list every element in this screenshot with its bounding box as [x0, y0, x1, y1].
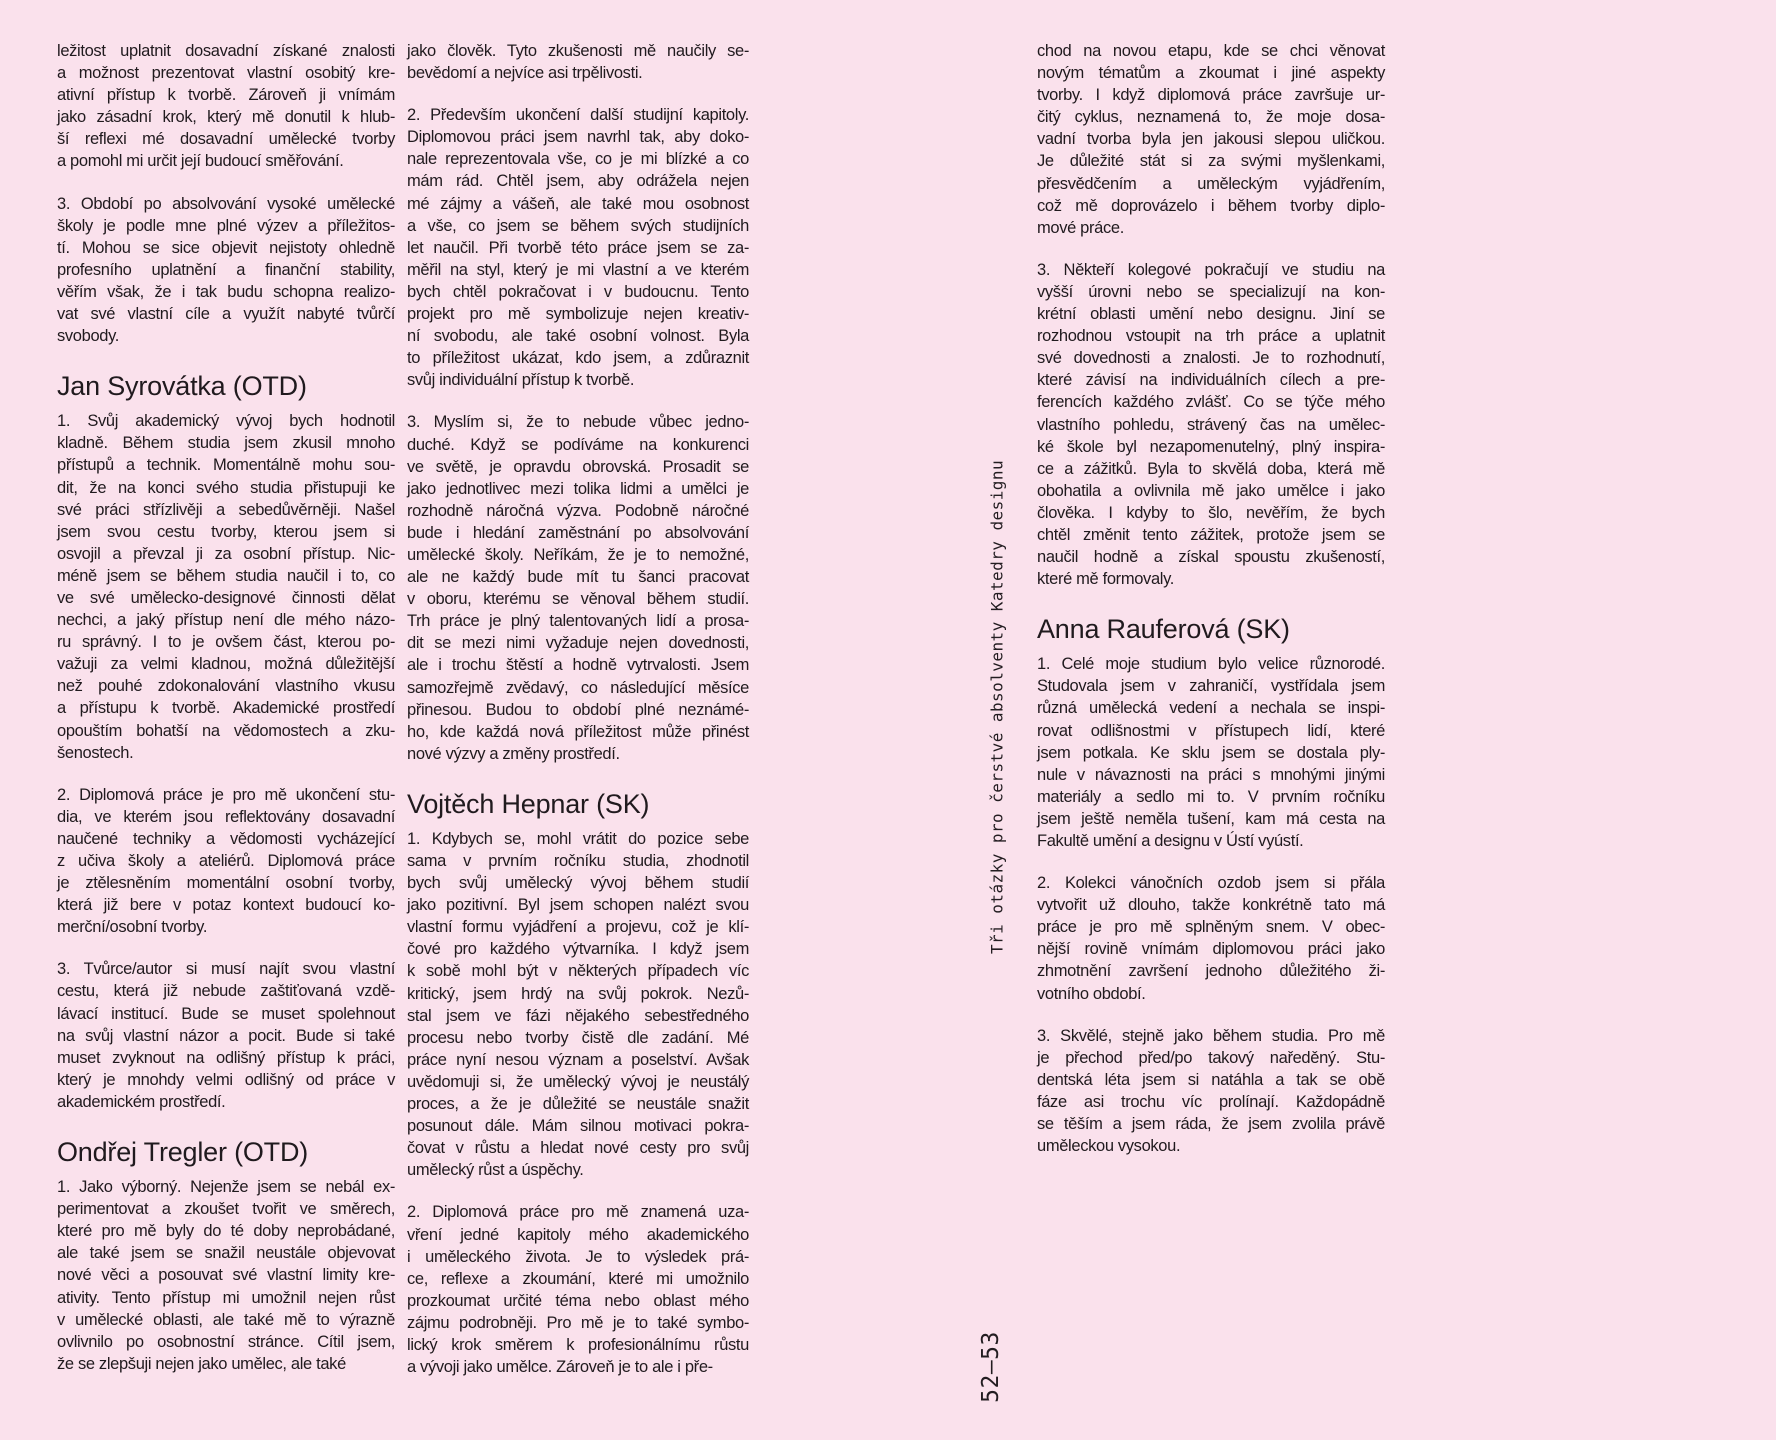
text-line: Trh práce je plný talentovaných lidí a prosa- [407, 612, 749, 631]
text-line: zájmu podrobněji. Pro mě je to také symbo- [407, 1313, 749, 1332]
text-line: ní svobodu, ale také osobní volnost. Byla [407, 327, 749, 346]
text-line: jako zásadní krok, který mě donutil k hlub- [57, 108, 395, 127]
text-line: uvědomuji si, že umělecký vývoj je neustálý [407, 1072, 749, 1091]
text-line: samozřejmě zvědavý, co následující měsíce [407, 678, 749, 697]
text-line: ativní přístup k tvorbě. Zároveň ji vnímám [57, 86, 395, 105]
paragraph [57, 958, 395, 1113]
text-line: než pouhé zdokonalování vlastního vkusu [57, 677, 395, 696]
text-line: vlastní formu vyjádření a projevu, což je klí- [407, 918, 749, 937]
text-line: 1. Kdybych se, mohl vrátit do pozice sebe [407, 829, 749, 848]
text-line: umělecké školy. Neříkám, že je to nemožné, [407, 545, 749, 564]
text-line: 2. Především ukončení další studijní kapitoly. [407, 106, 749, 125]
text-line: Jan Syrovátka (OTD) [57, 371, 307, 402]
text-line: osvojil a převzal ji za osobní přístup. Nic- [57, 544, 395, 563]
text-line: lávací institucí. Bude se muset spolehnout [57, 1004, 395, 1023]
text-line: ce, reflexe a zkoumání, které mi umožnilo [407, 1269, 749, 1288]
text-line: bych svůj umělecký vývoj během studií [407, 874, 749, 893]
text-line: 1. Jako výborný. Nejenže jsem se nebál ex- [57, 1178, 395, 1197]
text-line: věřím však, že i tak budu schopna realizo- [57, 282, 395, 301]
text-line: 3. Skvělé, stejně jako během studia. Pro mě [1037, 1026, 1385, 1045]
text-line: je ztělesněním momentální osobní tvorby, [57, 874, 395, 893]
text-line: v oboru, kterému se věnoval během studií. [407, 590, 749, 609]
text-line: je přechod před/po takový naředěný. Stu- [1037, 1048, 1385, 1067]
text-line: 3. Myslím si, že to nebude vůbec jedno- [407, 413, 749, 432]
paragraph [57, 193, 395, 348]
text-line: z učiva školy a ateliérů. Diplomová práce [57, 852, 395, 870]
text-line: v umělecké oblasti, ale také mě to výrazně [57, 1310, 395, 1329]
text-line: a vše, co jsem se během svých studijních [407, 216, 749, 235]
paragraph [407, 411, 749, 765]
text-line: čitý cyklus, neznamená to, že moje dosa- [1037, 108, 1385, 127]
text-line: se těším a jsem ráda, že jsem zvolila právě [1037, 1115, 1385, 1134]
text-line: posunout dále. Mám silnou motivaci pokra- [407, 1117, 749, 1136]
text-line: vyšší úrovni nebo se specializují na kon- [1037, 282, 1385, 301]
text-line: tí. Mohou se sice objevit nejistoty ohledně [57, 238, 395, 257]
text-line: Diplomovou práci jsem navrhl tak, aby doko- [407, 128, 749, 147]
paragraph [407, 828, 749, 1182]
text-line: Je důležité stát si za svými myšlenkami, [1037, 152, 1385, 171]
text-line: ležitost uplatnit dosavadní získané znalosti [57, 42, 395, 60]
text-line: procesu nebo tvorby čistě dle zadání. Mé [407, 1028, 749, 1047]
text-line: Anna Rauferová (SK) [1037, 614, 1290, 645]
text-line: měřil na styl, který je mi vlastní a ve kterém [407, 260, 749, 279]
text-line: a pomohl mi určit její budoucí směřování. [57, 152, 344, 171]
text-line: sama v prvním ročníku studia, zhodnotil [407, 852, 749, 870]
text-column-middle [407, 40, 749, 1378]
text-line: lický krok směrem k profesionálnímu růstu [407, 1335, 749, 1354]
text-line: chod na novou etapu, kde se chci věnovat [1037, 42, 1385, 60]
text-line: vat své vlastní cíle a využít nabyté tvůrčí [57, 305, 395, 324]
text-line: cestu, která již nebude zaštiťovaná vzdě- [57, 982, 395, 1001]
text-line: tvorby. I když diplomová práce završuje ur- [1037, 86, 1385, 105]
text-line: jako pozitivní. Byl jsem schopen nalézt svou [407, 896, 749, 915]
text-line: a vývoji jako umělce. Zároveň je to ale i pře- [407, 1358, 713, 1377]
text-line: dit, že na konci svého studia přistupuji ke [57, 478, 395, 497]
text-line: šenostech. [57, 743, 134, 762]
text-line: různá umělecká vedení a nechala se inspi- [1037, 699, 1385, 718]
text-line: školy je podle mne plné výzev a příležitos- [57, 216, 395, 235]
text-line: nale reprezentovala vše, co je mi blízké a co [407, 150, 749, 169]
paragraph [407, 40, 749, 84]
text-line: 2. Diplomová práce je pro mě ukončení stu- [57, 785, 395, 804]
vertical-running-title: Tři otázky pro čerstvé absolventy Katedry designu [987, 459, 1007, 955]
text-line: člověka. I kdyby to šlo, nevěřím, že bych [1037, 503, 1385, 522]
text-line: 1. Celé moje studium bylo velice různorodé. [1037, 655, 1385, 674]
text-line: 2. Kolekci vánočních ozdob jsem si přála [1037, 874, 1385, 893]
text-line: k sobě mohl být v některých případech víc [407, 962, 749, 981]
text-line: rovat odlišnostmi v přístupech lidí, které [1037, 721, 1385, 740]
text-line: přinesou. Budou to období plné neznámé- [407, 700, 749, 719]
text-column-left [57, 40, 395, 1375]
text-line: které pro mě byly do té doby neprobádané, [57, 1222, 395, 1241]
text-line: ale i trochu štěstí a hodně vytrvalosti. Jsem [407, 656, 749, 675]
text-line: ale také jsem se snažil neustále objevovat [57, 1244, 395, 1263]
text-line: která již bere v potaz kontext budoucí ko- [57, 896, 395, 915]
text-line: dentská léta jsem si natáhla a tak se obě [1037, 1070, 1385, 1089]
text-line: čové pro každého výtvarníka. I když jsem [407, 940, 749, 959]
text-line: mé zájmy a vášeň, ale také mou osobnost [407, 194, 749, 213]
text-line: ale ne každý bude mít tu šanci pracovat [407, 568, 749, 587]
text-line: vření jedné kapitoly mého akademického [407, 1225, 749, 1244]
paragraph [57, 1176, 395, 1375]
paragraph [407, 104, 749, 391]
text-line: stal jsem ve fázi nějakého sebestředného [407, 1006, 749, 1025]
text-line: bych chtěl pokračovat i v budoucnu. Tento [407, 282, 749, 301]
text-line: merční/osobní tvorby. [57, 918, 208, 937]
text-line: votního období. [1037, 984, 1146, 1003]
text-line: ve své umělecko-designové činnosti dělat [57, 588, 395, 607]
text-line: prozkoumat určité téma nebo oblast mého [407, 1291, 749, 1310]
text-line: važuji za velmi kladnou, možná důležitější [57, 655, 395, 674]
text-line: ferencích každého zvlášť. Co se týče mého [1037, 393, 1385, 412]
text-line: 3. Tvůrce/autor si musí najít svou vlastní [57, 960, 395, 979]
text-line: práce nyní nesou význam a poselství. Avšak [407, 1050, 749, 1069]
text-line: 2. Diplomová práce pro mě znamená uza- [407, 1203, 749, 1222]
text-line: muset zvyknout na odlišný přístup k práci, [57, 1048, 395, 1067]
text-line: jsem potkala. Ke sklu jsem se dostala ply- [1037, 743, 1385, 762]
text-line: ší reflexi mé dosavadní umělecké tvorby [57, 130, 395, 149]
text-line: 3. Někteří kolegové pokračují ve studiu na [1037, 260, 1385, 279]
text-column-right [1037, 40, 1385, 1157]
text-line: rozhodně náročná výzva. Podobně náročné [407, 501, 749, 520]
text-line: které závisí na individuálních cílech a pre- [1037, 371, 1385, 390]
text-line: mové práce. [1037, 218, 1124, 237]
text-line: proces, a že je důležité se neustále snažit [407, 1095, 749, 1114]
paragraph [1037, 259, 1385, 590]
section-heading [57, 1137, 395, 1168]
text-line: akademickém prostředí. [57, 1092, 226, 1111]
text-line: nechci, a jaký přístup není dle mého názo- [57, 611, 395, 630]
text-line: čovat v růstu a hledat nové cesty pro svůj [407, 1139, 749, 1158]
text-line: obohatila a ovlivnila mě jako umělce i jako [1037, 481, 1385, 500]
text-line: rozhodnou vstoupit na trh práce a uplatnit [1037, 327, 1385, 346]
text-line: 3. Období po absolvování vysoké umělecké [57, 194, 395, 213]
section-heading [407, 789, 749, 820]
text-line: naučené techniky a vědomosti vycházející [57, 829, 395, 848]
text-line: materiály a sedlo mi to. V prvním ročníku [1037, 787, 1385, 806]
text-line: které mě formovaly. [1037, 570, 1175, 589]
text-line: jako člověk. Tyto zkušenosti mě naučily se- [407, 42, 749, 60]
text-line: projekt pro mě symbolizuje nejen kreativ- [407, 305, 749, 324]
paragraph [407, 1201, 749, 1378]
text-line: a možnost prezentovat vlastní osobitý kre- [57, 64, 395, 83]
text-line: méně jsem se během studia naučil i to, co [57, 566, 395, 585]
text-line: chtěl změnit tento zážitek, protože jsem se [1037, 525, 1385, 544]
section-heading [57, 371, 395, 402]
text-line: vadní tvorba byla jen jakousi slepou uličkou. [1037, 130, 1385, 149]
text-line: dit se mezi nimi vyžaduje nejen dovednosti, [407, 634, 749, 653]
text-line: dia, ve kterém jsou reflektovány dosavadní [57, 807, 395, 826]
text-line: ru správný. I to je ovšem část, kterou po- [57, 633, 395, 652]
text-line: vlastního pohledu, strávený čas na umělec- [1037, 415, 1385, 434]
text-line: svůj individuální přístup k tvorbě. [407, 371, 635, 390]
paragraph [57, 410, 395, 764]
text-line: perimentovat a zkoušet tvořit ve směrech, [57, 1200, 395, 1219]
paragraph [57, 40, 395, 173]
text-line: Ondřej Tregler (OTD) [57, 1137, 309, 1168]
text-line: novým tématům a zkoumat i jiné aspekty [1037, 64, 1385, 83]
text-line: nule v návaznosti na práci s mnohými jinými [1037, 765, 1385, 784]
text-line: jako jednotlivec mezi tolika lidmi a umělci je [407, 479, 749, 498]
text-line: Studovala jsem v zahraničí, vystřídala jsem [1037, 677, 1385, 696]
text-line: nové věci a posouvat své vlastní limity kre- [57, 1266, 395, 1285]
text-line: který je mnohdy velmi odlišný od práce v [57, 1070, 395, 1089]
text-line: jsem svou cestu tvorby, kterou jsem si [57, 522, 395, 541]
text-line: krétní oblasti umění nebo designu. Jiní se [1037, 305, 1385, 324]
text-line: Fakultě umění a designu v Ústí vyústí. [1037, 832, 1304, 850]
text-line: fáze asi trochu víc prolínají. Každopádně [1037, 1092, 1385, 1111]
text-line: opouštím bohatší na vědomostech a zku- [57, 721, 395, 740]
text-line: to příležitost ukázat, kdo jsem, a zdůraznit [407, 349, 749, 368]
text-line: profesního uplatnění a finanční stability, [57, 260, 395, 279]
text-line: nější rovině vnímám diplomovou práci jako [1037, 940, 1385, 959]
text-line: ho, kde každá nová příležitost může přinést [407, 722, 749, 741]
paragraph [1037, 40, 1385, 239]
paragraph [57, 784, 395, 939]
text-line: vytvořit už dlouho, takže konkrétně tato má [1037, 896, 1385, 915]
text-line: let naučil. Při tvorbě této práce jsem se za- [407, 238, 749, 257]
text-line: naučil hodně a získal spoustu zkušeností, [1037, 548, 1385, 567]
text-line: přesvědčením a uměleckým vyjádřením, [1037, 174, 1385, 193]
text-line: ovlivnilo po osobnostní stránce. Cítil jsem, [57, 1332, 395, 1351]
text-line: uměleckou vysokou. [1037, 1137, 1181, 1156]
text-line: své dovednosti a znalosti. Je to rozhodnutí, [1037, 349, 1385, 368]
text-line: zhmotnění završení jednoho důležitého ži- [1037, 962, 1385, 981]
text-line: jsem ještě neměla tušení, kam má cesta na [1037, 809, 1385, 828]
text-line: kritický, jsem hrdý na svůj pokrok. Nezů- [407, 984, 749, 1003]
text-line: kladně. Během studia jsem zkusil mnoho [57, 434, 395, 453]
text-line: práce je pro mě splněným snem. V obec- [1037, 918, 1385, 937]
paragraph [1037, 1025, 1385, 1158]
text-line: svobody. [57, 327, 120, 346]
text-line: že se zlepšuji nejen jako umělec, ale také [57, 1354, 346, 1373]
text-line: Vojtěch Hepnar (SK) [407, 788, 650, 819]
paragraph [1037, 653, 1385, 852]
text-line: a přístupu k tvorbě. Akademické prostředí [57, 699, 395, 718]
text-line: mám rád. Chtěl jsem, aby odrážela nejen [407, 172, 749, 191]
text-line: bevědomí a nejvíce asi trpělivosti. [407, 64, 643, 83]
text-line: ve světě, je opravdu obrovská. Prosadit se [407, 457, 749, 476]
page-number: 52—53 [978, 1331, 1004, 1403]
text-line: přístupů a technik. Momentálně mohu sou- [57, 456, 395, 475]
text-line: své práci střízlivěji a sebedůvěrněji. Našel [57, 500, 395, 519]
text-line: i uměleckého života. Je to výsledek prá- [407, 1247, 749, 1266]
text-line: 1. Svůj akademický vývoj bych hodnotil [57, 412, 395, 431]
text-line: ativity. Tento přístup mi umožnil nejen růst [57, 1288, 395, 1307]
text-line: duché. Když se podíváme na konkurenci [407, 435, 749, 454]
paragraph [1037, 872, 1385, 1005]
text-line: bude i hledání zaměstnání po absolvování [407, 523, 749, 542]
text-line: na svůj vlastní názor a pocit. Bude si také [57, 1026, 395, 1045]
text-line: nové výzvy a změny prostředí. [407, 744, 620, 763]
text-line: ce a zážitků. Byla to skvělá doba, která mě [1037, 459, 1385, 478]
text-line: ké škole byl nezapomenutelný, plný inspira- [1037, 437, 1385, 456]
section-heading [1037, 614, 1385, 645]
text-line: což mě doprovázelo i během tvorby diplo- [1037, 196, 1385, 215]
text-line: umělecký růst a úspěchy. [407, 1161, 584, 1180]
